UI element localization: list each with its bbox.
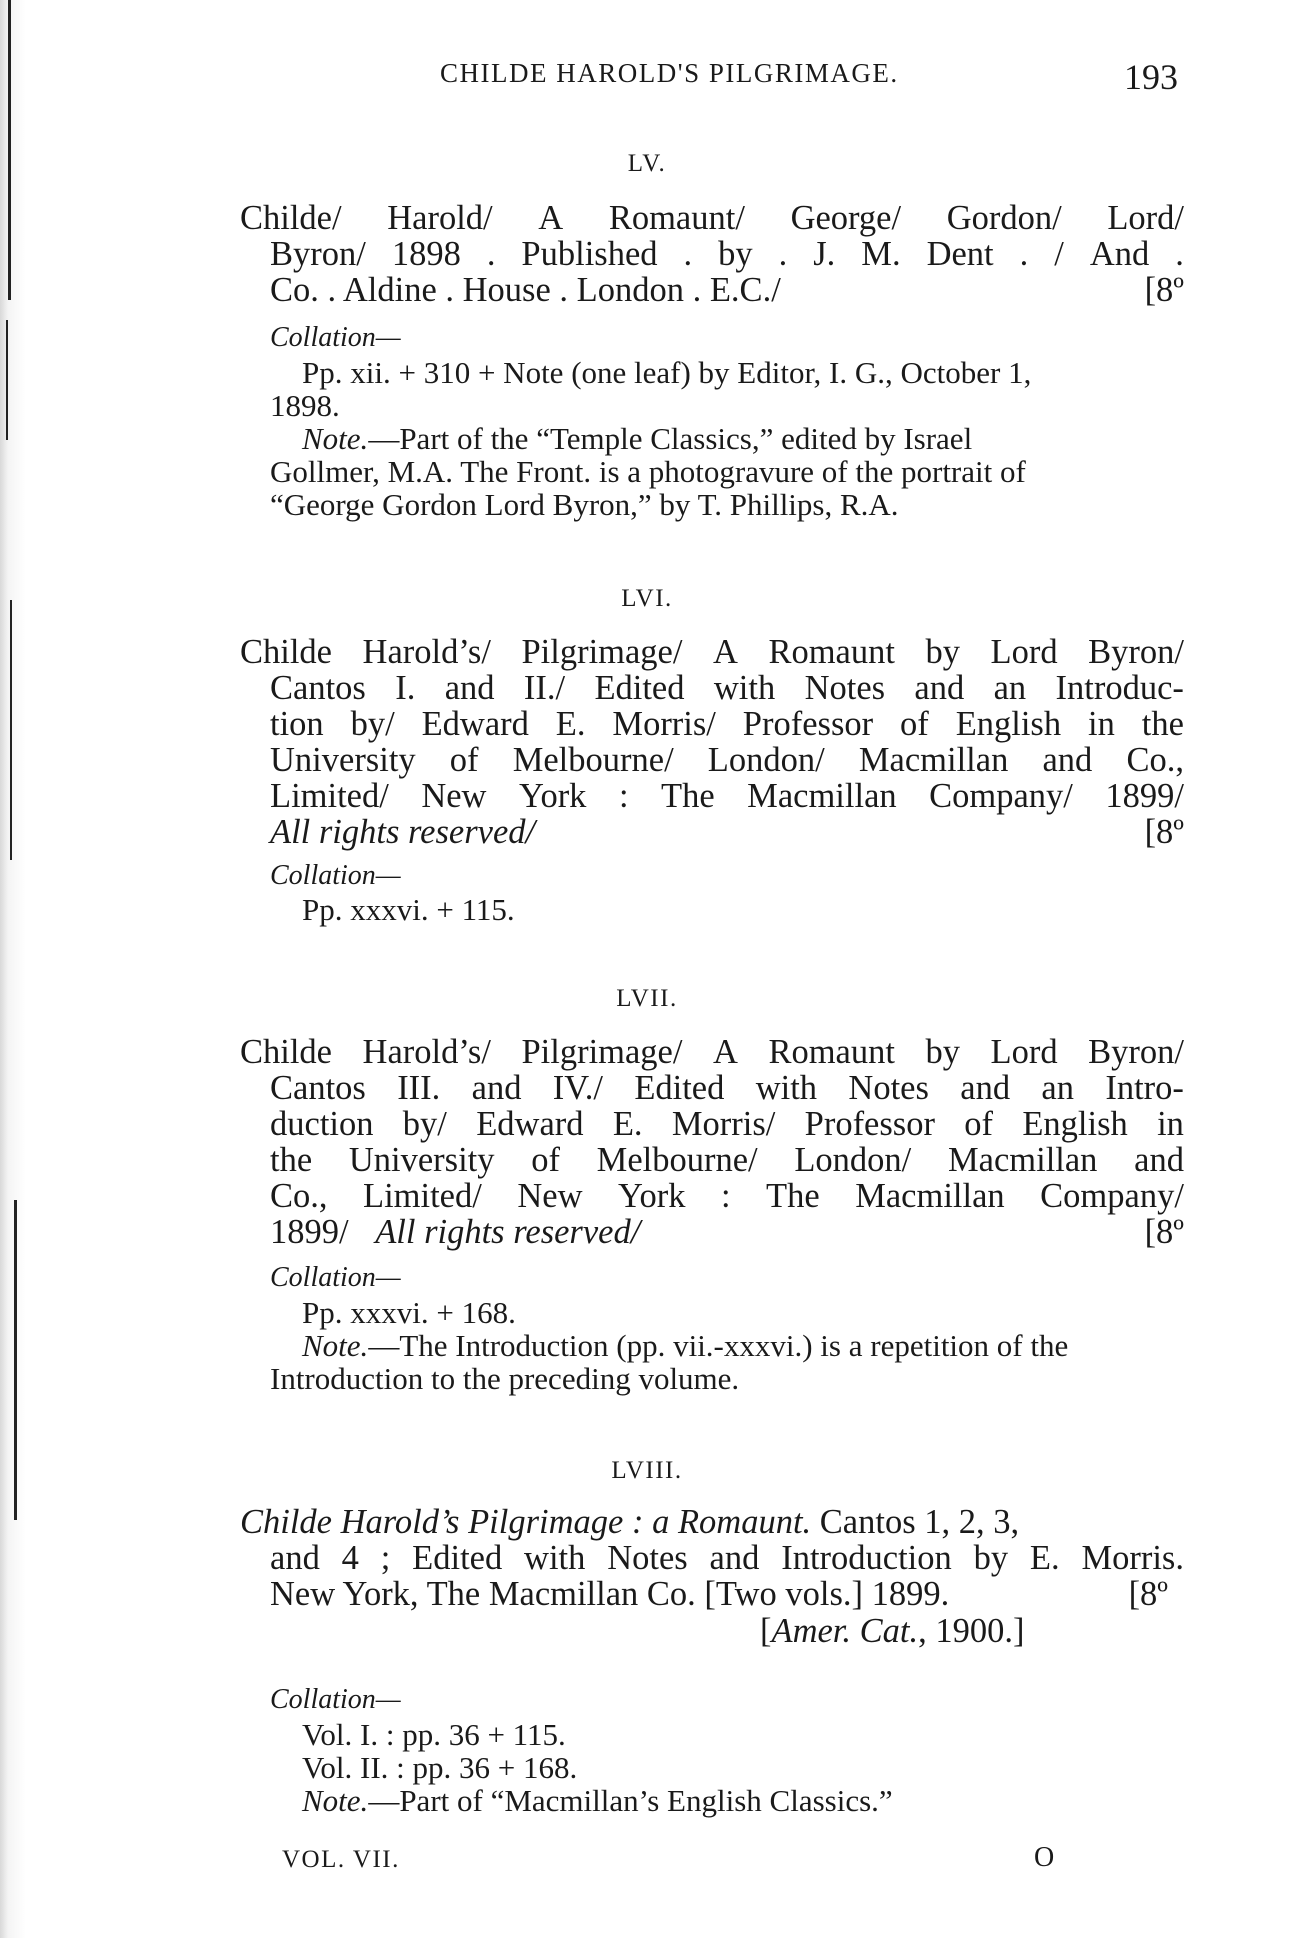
word: Romaunt (768, 633, 895, 671)
word: Lord (990, 1033, 1058, 1071)
word: Cantos (270, 669, 366, 707)
page-number: 193 (1124, 57, 1178, 97)
word: ; (380, 1539, 391, 1577)
word: Introduction (781, 1539, 952, 1577)
word: Melbourne/ (512, 741, 674, 779)
binding-shadow (0, 0, 26, 1938)
word: Pilgrimage/ (521, 1033, 683, 1071)
word: by/ (350, 705, 395, 743)
note-text: —The Introduction (pp. vii.-xxxvi.) is a repetition of the (368, 1328, 1069, 1363)
word: Co., (270, 1177, 328, 1215)
word: with (713, 669, 776, 707)
title-line (240, 200, 1184, 236)
title-line (240, 1504, 1184, 1540)
word: George/ (790, 199, 902, 237)
format-mark: [8º (1144, 813, 1184, 851)
collation-line: Pp. xii. + 310 + Note (one leaf) by Editor, I. G., October 1, (302, 355, 1032, 390)
collation-heading: Collation— (270, 860, 401, 891)
word: Limited/ (270, 777, 389, 815)
word: Pilgrimage/ (521, 633, 683, 671)
collation-line: Pp. xxxvi. + 115. (302, 892, 515, 927)
note-line (270, 422, 1184, 455)
title-line-text: New York, The Macmillan Co. [Two vols.] 1899. (270, 1575, 950, 1613)
word: / (1054, 235, 1064, 273)
title-line (240, 742, 1184, 778)
word: Notes (848, 1069, 929, 1107)
word: York (618, 1177, 686, 1215)
title-line (240, 236, 1184, 272)
note-line: Introduction to the preceding volume. (270, 1361, 740, 1396)
word: of (531, 1141, 560, 1179)
word: duction (270, 1105, 374, 1143)
word: by (718, 235, 753, 273)
word: London/ (794, 1141, 912, 1179)
word: University (270, 741, 416, 779)
title-line (240, 1034, 1184, 1070)
word: and (270, 1539, 320, 1577)
note-line: Gollmer, M.A. The Front. is a photogravure of the portrait of (270, 454, 1026, 489)
word: Romaunt (768, 1033, 895, 1071)
word: : (720, 1177, 731, 1215)
word: Macmillan (855, 1177, 1005, 1215)
note-label: Note. (302, 1783, 369, 1818)
word: University (348, 1141, 495, 1179)
title-line (240, 1178, 1184, 1214)
entry-title (240, 634, 1184, 850)
word: Professor (804, 1105, 935, 1143)
binding-mark (6, 320, 8, 440)
word: : (618, 777, 629, 815)
word: in (1088, 705, 1115, 743)
word: Edited (412, 1539, 503, 1577)
word: I. (395, 669, 416, 707)
word: Macmillan (747, 777, 897, 815)
title-line (240, 670, 1184, 706)
word: Macmillan (947, 1141, 1098, 1179)
word: the (270, 1141, 313, 1179)
word: Harold’s/ (362, 633, 491, 671)
word: IV./ (552, 1069, 603, 1107)
rights-statement: All rights reserved/ (375, 1213, 641, 1251)
word: Morris. (1081, 1539, 1184, 1577)
title-line (240, 778, 1184, 814)
word: . (1019, 235, 1029, 273)
word: Byron/ (270, 235, 366, 273)
collation-heading: Collation— (270, 1684, 401, 1715)
word: The (766, 1177, 820, 1215)
note-line (270, 1329, 1184, 1362)
source-rest: , 1900.] (918, 1612, 1025, 1650)
word: A (712, 633, 738, 671)
word: Limited/ (363, 1177, 482, 1215)
collation-heading: Collation— (270, 322, 401, 353)
note-line (270, 1784, 1184, 1817)
word: and (960, 1069, 1011, 1107)
word: New (421, 777, 487, 815)
binding-mark (10, 600, 12, 860)
word: York (518, 777, 587, 815)
word: Intro- (1105, 1069, 1184, 1107)
format-mark: [8º (1144, 1213, 1184, 1251)
word: Edited (594, 669, 685, 707)
word: 1899/ (1105, 777, 1184, 815)
word: Harold/ (387, 199, 493, 237)
word: Company/ (1040, 1177, 1184, 1215)
title-line (240, 814, 1184, 850)
word: Romaunt/ (608, 199, 745, 237)
word: Morris/ (612, 705, 716, 743)
word: tion (270, 705, 324, 743)
word: Introduc- (1055, 669, 1184, 707)
word: English (955, 705, 1062, 743)
word: by (925, 633, 960, 671)
title-line (240, 1106, 1184, 1142)
title-line-text: Co. . Aldine . House . London . E.C./ (270, 271, 781, 309)
title-line (240, 1070, 1184, 1106)
title-line (240, 1540, 1184, 1576)
title-italic: Childe Harold’s Pilgrimage : a Romaunt. (240, 1503, 812, 1541)
word: Edward (476, 1105, 584, 1143)
title-line (240, 272, 1184, 308)
word: Byron/ (1088, 633, 1184, 671)
note-line: “George Gordon Lord Byron,” by T. Phillips, R.A. (270, 487, 899, 522)
word: . (1175, 235, 1184, 273)
title-rest: Cantos 1, 2, 3, (811, 1503, 1020, 1541)
word: E. (612, 1105, 643, 1143)
word: 4 (341, 1539, 359, 1577)
word: E. (555, 705, 586, 743)
entry-title (240, 200, 1184, 308)
entry-numeral: LVIII. (611, 1457, 683, 1484)
entry-numeral: LVI. (621, 585, 673, 612)
format-mark: [8º (1144, 271, 1184, 309)
word: of (449, 741, 479, 779)
running-head: CHILDE HAROLD'S PILGRIMAGE. (440, 58, 899, 88)
title-year: 1899/ (270, 1213, 349, 1251)
format-mark: [8º (1128, 1575, 1168, 1613)
collation-heading: Collation— (270, 1262, 401, 1293)
word: Morris/ (671, 1105, 776, 1143)
word: Edited (634, 1069, 725, 1107)
word: in (1157, 1105, 1184, 1143)
entry-numeral: LVII. (616, 985, 678, 1012)
word: and (709, 1539, 760, 1577)
word: and (471, 1069, 522, 1107)
word: with (524, 1539, 586, 1577)
collation-block (270, 1718, 1184, 1817)
entry-title (240, 1034, 1184, 1250)
word: Harold’s/ (362, 1033, 491, 1071)
word: with (755, 1069, 818, 1107)
collation-line: Vol. II. : pp. 36 + 168. (302, 1750, 578, 1785)
word: and (914, 669, 965, 707)
word: Company/ (929, 777, 1073, 815)
word: III. (397, 1069, 441, 1107)
word: E. (1029, 1539, 1060, 1577)
entry-numeral: LV. (627, 150, 667, 177)
entry-title (240, 1504, 1184, 1612)
collation-line: 1898. (270, 388, 340, 423)
word: by/ (402, 1105, 447, 1143)
word: . (486, 235, 496, 273)
word: Edward (421, 705, 529, 743)
word: the (1141, 705, 1184, 743)
word: Childe (240, 633, 332, 671)
gathering-signature: O (1034, 1842, 1055, 1873)
source-citation (760, 1612, 1025, 1651)
word: Cantos (270, 1069, 366, 1107)
word: Professor (742, 705, 874, 743)
word: English (1022, 1105, 1128, 1143)
word: an (993, 669, 1027, 707)
word: Childe/ (240, 199, 342, 237)
collation-block (270, 1296, 1184, 1395)
source-bracket: [ (760, 1612, 772, 1650)
title-line (240, 706, 1184, 742)
note-label: Note. (302, 1328, 369, 1363)
word: Dent (926, 235, 994, 273)
collation-line: Pp. xxxvi. + 168. (302, 1295, 516, 1330)
word: J. (813, 235, 836, 273)
word: A (712, 1033, 738, 1071)
collation-block (270, 893, 1184, 926)
note-label: Note. (302, 421, 369, 456)
word: . (778, 235, 788, 273)
word: of (900, 705, 929, 743)
word: . (683, 235, 693, 273)
word: Byron/ (1088, 1033, 1184, 1071)
word: M. (861, 235, 901, 273)
title-line (240, 1142, 1184, 1178)
word: Childe (240, 1033, 332, 1071)
word: Notes (607, 1539, 688, 1577)
volume-signature: VOL. VII. (282, 1846, 400, 1873)
title-line (240, 1576, 1184, 1612)
word: II./ (523, 669, 566, 707)
collation-block (270, 356, 1184, 521)
word: by (973, 1539, 1009, 1577)
source-name: Amer. Cat. (771, 1612, 919, 1650)
title-line (240, 1214, 1184, 1250)
word: The (661, 777, 715, 815)
rights-statement: All rights reserved/ (270, 813, 536, 851)
word: and (1134, 1141, 1184, 1179)
word: and (444, 669, 495, 707)
note-text: —Part of the “Temple Classics,” edited by Israel (368, 421, 973, 456)
word: London/ (707, 741, 825, 779)
word: Melbourne/ (596, 1141, 758, 1179)
word: Macmillan (858, 741, 1009, 779)
word: New (517, 1177, 583, 1215)
word: Gordon/ (946, 199, 1062, 237)
word: by (925, 1033, 960, 1071)
collation-line: Vol. I. : pp. 36 + 115. (302, 1717, 566, 1752)
word: Notes (804, 669, 886, 707)
word: A (538, 199, 564, 237)
word: Co., (1126, 741, 1184, 779)
title-line (240, 634, 1184, 670)
word: Lord (990, 633, 1058, 671)
note-text: —Part of “Macmillan’s English Classics.” (368, 1783, 893, 1818)
word: an (1041, 1069, 1074, 1107)
word: And (1089, 235, 1150, 273)
word: 1898 (391, 235, 461, 273)
word: and (1042, 741, 1093, 779)
word: Lord/ (1107, 199, 1184, 237)
word: Published (521, 235, 658, 273)
word: of (964, 1105, 994, 1143)
